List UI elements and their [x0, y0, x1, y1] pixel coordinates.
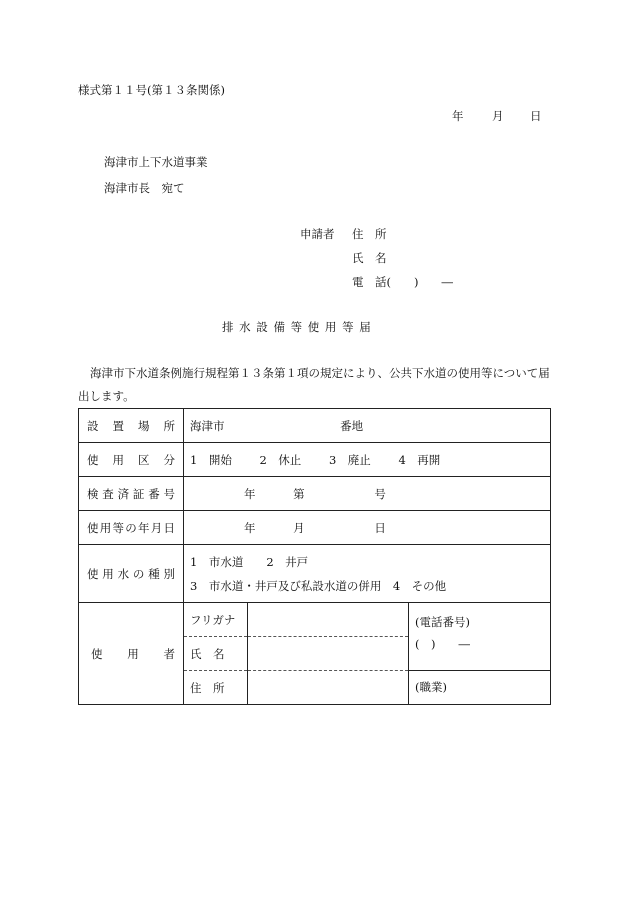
applicant-address-label: 住 所 — [352, 227, 387, 241]
inspection-go: 号 — [374, 486, 386, 501]
user-name-label: 氏 名 — [184, 637, 248, 671]
usage-option-resume[interactable]: 4 再開 — [398, 452, 441, 467]
inspection-dai: 第 — [293, 486, 305, 501]
applicant-phone-label: 電 話( ) ― — [352, 275, 453, 289]
location-banchi: 番地 — [340, 418, 364, 433]
date-month: 月 — [492, 109, 504, 123]
usage-date-year: 年 — [244, 520, 256, 535]
usage-date-label: 使用等の年月日 — [79, 511, 184, 545]
user-label: 使用者 — [79, 603, 184, 705]
usage-type-label: 使用区分 — [79, 443, 184, 477]
row-usage-date — [79, 511, 551, 545]
usage-option-end[interactable]: 3 廃止 — [328, 452, 371, 467]
user-occupation-cell[interactable] — [409, 671, 551, 705]
applicant-label: 申請者 — [300, 227, 335, 241]
usage-option-pause[interactable]: 2 休止 — [259, 452, 302, 467]
water-type-label: 使用水の種別 — [79, 545, 184, 603]
row-user-furigana — [79, 603, 551, 637]
user-name-input[interactable] — [248, 637, 409, 671]
user-phone-label: (電話番号) — [415, 615, 470, 629]
inspection-no-label: 検査済証番号 — [79, 477, 184, 511]
water-type-options[interactable] — [184, 545, 551, 603]
date-year: 年 — [452, 109, 464, 123]
recipient-line1: 海津市上下水道事業 — [104, 155, 208, 169]
location-label: 設置場所 — [79, 409, 184, 443]
applicant-name-label: 氏 名 — [352, 251, 387, 265]
row-water-type — [79, 545, 551, 603]
form-number: 様式第１１号(第１３条関係) — [78, 83, 225, 97]
row-usage-type — [79, 443, 551, 477]
user-furigana-label: フリガナ — [184, 603, 248, 637]
user-address-label: 住 所 — [184, 671, 248, 705]
water-type-line2: 3 市水道・井戸及び私設水道の併用 4 その他 — [190, 578, 447, 593]
usage-type-options — [184, 443, 551, 477]
user-address-input[interactable] — [248, 671, 409, 705]
row-inspection-no — [79, 477, 551, 511]
usage-date-value[interactable] — [184, 511, 551, 545]
usage-option-start[interactable]: 1 開始 — [190, 452, 232, 467]
application-table — [78, 408, 551, 705]
inspection-year: 年 — [244, 486, 256, 501]
recipient-line2: 海津市長 宛て — [104, 181, 185, 195]
water-type-line1: 1 市水道 2 井戸 — [190, 554, 309, 569]
inspection-no-value[interactable] — [184, 477, 551, 511]
intro-text: 海津市下水道条例施行規程第１３条第１項の規定により、公共下水道の使用等について届出します。 — [78, 366, 550, 403]
user-phone-cell[interactable] — [409, 603, 551, 671]
user-furigana-input[interactable] — [248, 603, 409, 637]
date-day: 日 — [530, 109, 542, 123]
row-location — [79, 409, 551, 443]
location-value[interactable] — [184, 409, 551, 443]
user-occupation-label: (職業) — [415, 680, 447, 694]
usage-date-month: 月 — [293, 520, 305, 535]
user-phone-value: ( ) ― — [415, 637, 470, 651]
document-title: 排 水 設 備 等 使 用 等 届 — [222, 320, 372, 334]
usage-date-day: 日 — [374, 520, 386, 535]
location-city: 海津市 — [190, 418, 225, 433]
